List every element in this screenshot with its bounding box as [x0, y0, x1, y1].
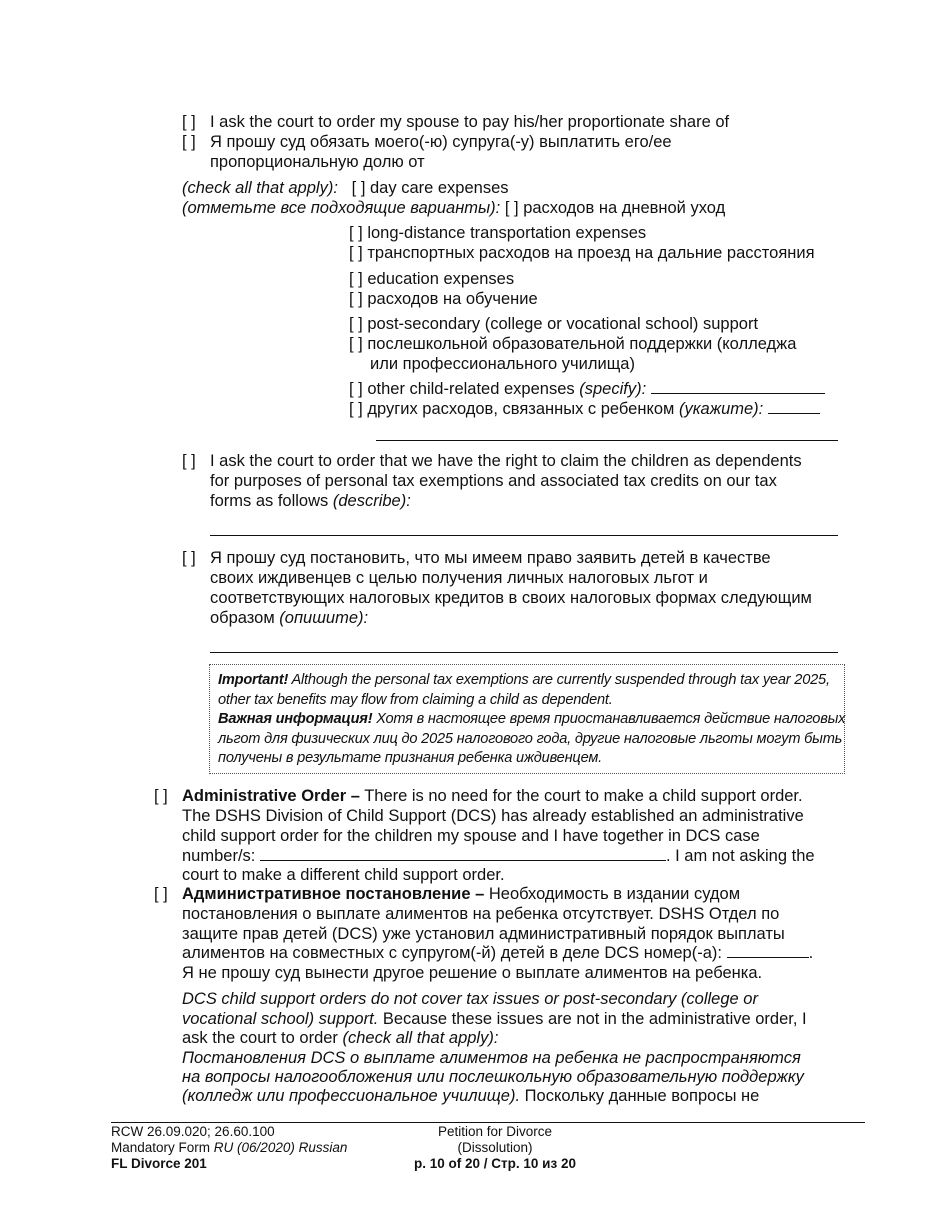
- admin-en-text-3: child support order for the children my spouse and I have together in DCS case: [182, 827, 760, 845]
- dcs-case-number-field-en[interactable]: [260, 846, 666, 861]
- spouse-share-en-line: [182, 112, 729, 132]
- admin-ru-text-5: Я не прошу суд вынести другое решение о выплате алиментов на ребенка.: [182, 964, 763, 982]
- spouse-share-ru-text-1: Я прошу суд обязать моего(-ю) супруга(-у) выплатить его/ее: [210, 133, 672, 151]
- dcs-en-text-3-italic: (check all that apply):: [342, 1029, 499, 1047]
- admin-order-en-checkbox[interactable]: [ ]: [154, 787, 168, 805]
- spouse-share-ru-checkbox[interactable]: [ ]: [182, 133, 196, 151]
- dependents-en-line-1: [182, 451, 802, 471]
- admin-en-line-1: [154, 786, 803, 806]
- important-en-label: Important!: [218, 672, 289, 688]
- dependents-ru-text-3: соответствующих налоговых кредитов в своих налоговых формах следующим: [210, 589, 812, 607]
- day-care-line-en: [182, 178, 509, 198]
- admin-order-ru-title: Административное постановление –: [182, 885, 485, 903]
- dcs-en-text-2: Because these issues are not in the administrative order, I: [382, 1010, 807, 1028]
- important-ru-text-3: получены в результате признания ребенка иждивенцем.: [218, 750, 602, 766]
- dependents-ru-line-1: [182, 548, 771, 568]
- dependents-en-checkbox[interactable]: [ ]: [182, 452, 196, 470]
- other-specify-field-en[interactable]: [651, 379, 825, 394]
- admin-ru-text-2: постановления о выплате алиментов на ребенка отсутствует. DSHS Отдел по: [182, 905, 780, 923]
- dcs-en-text-1: DCS child support orders do not cover tax issues or post-secondary (college or: [182, 990, 758, 1008]
- dcs-ru-text-3-italic: (колледж или профессиональное училище).: [182, 1087, 521, 1105]
- option-other-ru[interactable]: [349, 399, 820, 419]
- day-care-line-ru: [182, 198, 725, 218]
- spouse-share-en-text: I ask the court to order my spouse to pay his/her proportionate share of: [210, 113, 730, 131]
- spouse-share-ru-line: [182, 132, 672, 152]
- option-other-ru-specify: (укажите):: [679, 400, 764, 418]
- other-specify-field-ru[interactable]: [768, 399, 820, 414]
- admin-en-text-4b: . I am not asking the: [665, 847, 815, 865]
- footer-mandatory-version: RU (06/2020) Russian: [213, 1140, 348, 1155]
- admin-en-text-1: There is no need for the court to make a child support order.: [364, 787, 803, 805]
- footer-center: [380, 1124, 610, 1172]
- important-en-line-1: [218, 671, 836, 691]
- dependents-en-describe-field[interactable]: [210, 535, 838, 536]
- admin-en-text-2: The DSHS Division of Child Support (DCS) has already established an administrative: [182, 807, 804, 825]
- admin-en-text-4a: number/s:: [182, 847, 256, 865]
- spouse-share-ru-text-2: пропорциональную долю от: [210, 153, 425, 171]
- option-transport-en[interactable]: [ ] long-distance transportation expenses: [349, 224, 647, 242]
- dependents-ru-checkbox[interactable]: [ ]: [182, 549, 196, 567]
- dependents-ru-text-2: своих иждивенцев с целью получения личных налоговых льгот и: [210, 569, 708, 587]
- dependents-ru-line-4: [210, 608, 368, 628]
- spouse-share-checkbox[interactable]: [ ]: [182, 113, 196, 131]
- option-postsecondary-ru-2: или профессионального училища): [370, 355, 635, 373]
- dcs-case-number-field-ru[interactable]: [727, 943, 809, 958]
- option-day-care-ru[interactable]: [ ] расходов на дневной уход: [504, 199, 726, 217]
- option-transport-ru[interactable]: [ ] транспортных расходов на проезд на дальние расстояния: [349, 244, 815, 262]
- footer-mandatory: [111, 1140, 347, 1156]
- important-notice-box: [209, 664, 845, 774]
- option-other-en-specify: (specify):: [579, 380, 647, 398]
- option-other-en-text: [ ] other child-related expenses: [349, 380, 575, 398]
- dependents-ru-text-4: образом: [210, 609, 275, 627]
- dependents-en-text-3: forms as follows: [210, 492, 329, 510]
- footer-left: [111, 1124, 347, 1172]
- admin-ru-text-4-end: .: [808, 944, 814, 962]
- admin-order-en-title: Administrative Order –: [182, 787, 360, 805]
- dependents-en-describe: (describe):: [332, 492, 411, 510]
- dcs-en-line-3: [182, 1028, 498, 1048]
- option-education-ru[interactable]: [ ] расходов на обучение: [349, 290, 538, 308]
- important-en-text-2: other tax benefits may flow from claiming a child as dependent.: [218, 691, 613, 708]
- footer-rcw: RCW 26.09.020; 26.60.100: [111, 1124, 275, 1139]
- dcs-en-text-3: ask the court to order: [182, 1029, 338, 1047]
- option-other-ru-text: [ ] других расходов, связанных с ребенком: [349, 400, 675, 418]
- dcs-ru-text-2: на вопросы налогообложения или послешкольную образовательную поддержку: [182, 1068, 804, 1086]
- footer-divider: [111, 1122, 865, 1123]
- dependents-en-text-2: for purposes of personal tax exemptions and associated tax credits on our tax: [210, 472, 777, 490]
- important-ru-text-2: льгот для физических лиц до 2025 налогового года, другие налоговые льготы могут быть: [218, 730, 843, 747]
- dependents-en-line-3: [210, 491, 411, 511]
- admin-en-line-4: [182, 846, 815, 866]
- admin-ru-text-3: защите прав детей (DCS) уже установил административный порядок выплаты: [182, 925, 785, 943]
- option-postsecondary-en[interactable]: [ ] post-secondary (college or vocational school) support: [349, 315, 759, 333]
- admin-ru-line-1: [154, 884, 740, 904]
- footer-page-number: p. 10 of 20 / Стр. 10 из 20: [414, 1156, 576, 1171]
- dcs-ru-text-3: Поскольку данные вопросы не: [524, 1087, 760, 1105]
- footer-title: Petition for Divorce: [437, 1124, 553, 1139]
- admin-ru-text-4: алиментов на совместных с супругом(-й) детей в деле DCS номер(-а):: [182, 944, 722, 962]
- dependents-en-text-1: I ask the court to order that we have the right to claim the children as dependents: [210, 452, 802, 470]
- important-ru-label: Важная информация!: [218, 711, 373, 727]
- footer-form-id: FL Divorce 201: [111, 1156, 207, 1171]
- important-ru-line-1: [218, 710, 846, 730]
- dcs-en-text-2-italic: vocational school) support.: [182, 1010, 379, 1028]
- admin-order-ru-checkbox[interactable]: [ ]: [154, 885, 168, 903]
- option-education-en[interactable]: [ ] education expenses: [349, 270, 515, 288]
- important-en-text-1: Although the personal tax exemptions are currently suspended through tax year 2025,: [291, 672, 830, 688]
- important-ru-text-1: Хотя в настоящее время приостанавливается действие налоговых: [376, 711, 846, 727]
- dependents-ru-text-1: Я прошу суд постановить, что мы имеем право заявить детей в качестве: [210, 549, 771, 567]
- footer-mandatory-text: Mandatory Form: [111, 1140, 211, 1155]
- admin-en-text-5: court to make a different child support order.: [182, 866, 505, 884]
- check-all-label-ru: (отметьте все подходящие варианты):: [182, 199, 501, 217]
- option-postsecondary-ru-1[interactable]: [ ] послешкольной образовательной поддержки (колледжа: [349, 335, 797, 353]
- option-other-en[interactable]: [349, 379, 825, 399]
- dcs-ru-text-1: Постановления DCS о выплате алиментов на ребенка не распространяются: [182, 1049, 801, 1067]
- dependents-ru-describe: (опишите):: [279, 609, 369, 627]
- dcs-en-line-2: [182, 1009, 807, 1029]
- dcs-ru-line-3: [182, 1086, 759, 1106]
- other-specify-continuation-line[interactable]: [376, 440, 838, 441]
- admin-ru-line-4: [182, 943, 813, 963]
- check-all-label-en: (check all that apply):: [182, 179, 338, 197]
- dependents-ru-describe-field[interactable]: [210, 652, 838, 653]
- admin-ru-text-1: Необходимость в издании судом: [488, 885, 741, 903]
- option-day-care-en[interactable]: [ ] day care expenses: [351, 179, 509, 197]
- footer-subtitle: (Dissolution): [457, 1140, 533, 1155]
